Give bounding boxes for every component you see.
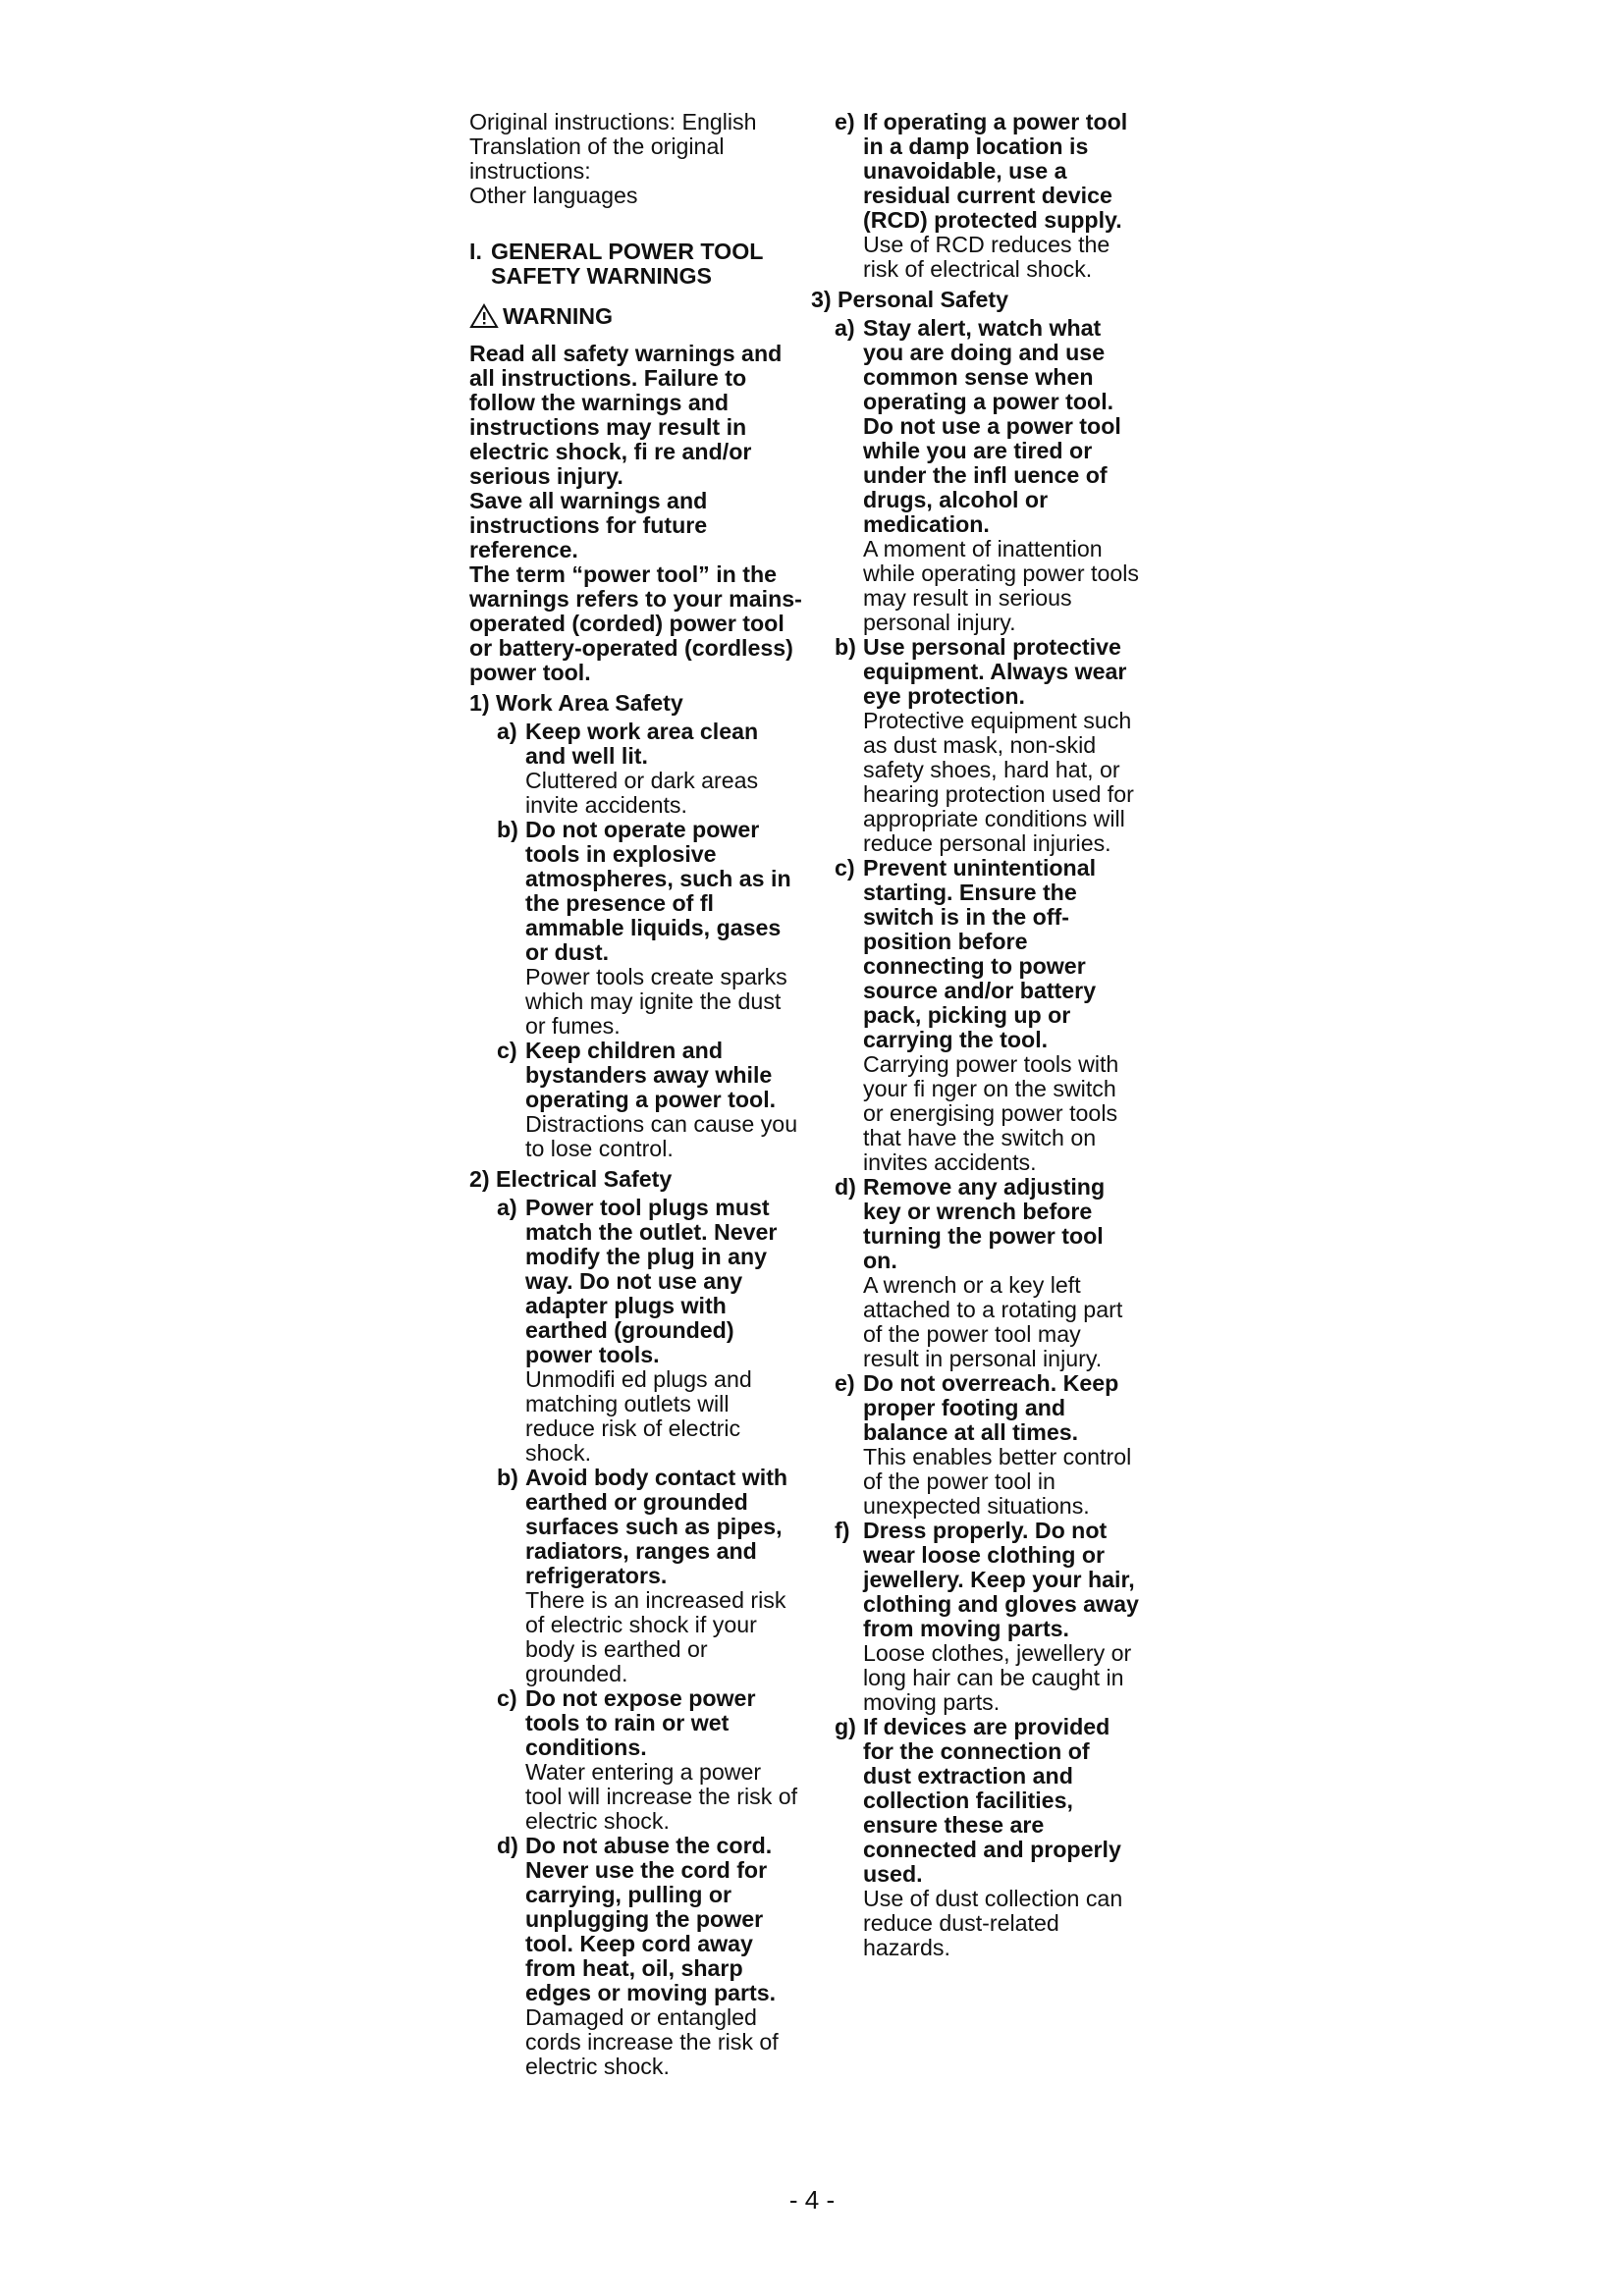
original-instructions-label: Original instructions: English <box>469 109 757 134</box>
item-heading: Avoid body contact with earthed or grounded surfaces such as pipes, radiators, ranges and refrigerators. <box>525 1465 788 1588</box>
list-item <box>497 720 803 818</box>
page-number: - 4 - <box>788 2185 836 2215</box>
item-text: Carrying power tools with your fi nger on the switch or energising power tools that have the switch on invites accidents. <box>863 1051 1119 1175</box>
item-text: Use of RCD reduces the risk of electrical shock. <box>863 232 1110 282</box>
list-item <box>835 1715 1139 1960</box>
warning-triangle-icon <box>469 303 499 329</box>
item-text: Power tools create sparks which may ignite the dust or fumes. <box>525 964 787 1039</box>
item-label: d) <box>835 1174 856 1200</box>
list-item <box>835 316 1139 635</box>
item-text: Loose clothes, jewellery or long hair can be caught in moving parts. <box>863 1640 1132 1715</box>
list-item <box>497 1834 803 2079</box>
item-text: Distractions can cause you to lose control. <box>525 1111 798 1161</box>
list-item <box>835 635 1139 856</box>
item-text: Cluttered or dark areas invite accidents. <box>525 768 759 818</box>
general-warnings <box>469 342 803 685</box>
item-text: There is an increased risk of electric shock if your body is earthed or grounded. <box>525 1587 786 1686</box>
item-heading: Keep children and bystanders away while operating a power tool. <box>525 1038 777 1112</box>
list-item <box>497 1466 803 1686</box>
section-title: GENERAL POWER TOOL SAFETY WARNINGS <box>491 239 763 289</box>
work-area-safety-title: 1) Work Area Safety <box>469 690 683 716</box>
item-text: Protective equipment such as dust mask, non-skid safety shoes, hard hat, or hearing protection used for appropriate conditions will reduce personal injuries. <box>863 708 1134 856</box>
item-heading: Prevent unintentional starting. Ensure the switch is in the off-position before connecting to power source and/or battery pack, picking up or carrying the tool. <box>863 855 1097 1052</box>
item-label: c) <box>497 1038 517 1063</box>
item-text: A moment of inattention while operating power tools may result in serious personal injury. <box>863 536 1139 635</box>
electrical-items-continued <box>835 110 1139 282</box>
list-item <box>835 1175 1139 1371</box>
item-text: Use of dust collection can reduce dust-related hazards. <box>863 1886 1123 1960</box>
item-label: a) <box>497 719 517 744</box>
left-column <box>469 110 803 2079</box>
list-item <box>835 856 1139 1175</box>
item-label: c) <box>835 855 855 881</box>
item-label: c) <box>497 1685 517 1711</box>
item-text: A wrench or a key left attached to a rotating part of the power tool may result in personal injury. <box>863 1272 1123 1371</box>
item-label: f) <box>835 1518 850 1543</box>
other-languages-label: Other languages <box>469 183 638 208</box>
item-text: Water entering a power tool will increase the risk of electric shock. <box>525 1759 798 1834</box>
item-heading: Keep work area clean and well lit. <box>525 719 759 769</box>
list-item <box>497 1196 803 1466</box>
personal-safety-title: 3) Personal Safety <box>811 287 1009 312</box>
general-warning-2: Save all warnings and instructions for future reference. <box>469 488 708 562</box>
item-label: e) <box>835 109 855 134</box>
warning-heading <box>469 303 803 329</box>
list-item <box>497 1039 803 1161</box>
item-heading: Remove any adjusting key or wrench before turning the power tool on. <box>863 1174 1106 1273</box>
item-label: b) <box>497 1465 518 1490</box>
item-label: a) <box>497 1195 517 1220</box>
list-item <box>835 110 1139 282</box>
list-item <box>835 1371 1139 1519</box>
item-heading: Dress properly. Do not wear loose clothing or jewellery. Keep your hair, clothing and gloves away from moving parts. <box>863 1518 1139 1641</box>
right-column <box>811 110 1139 1960</box>
list-item <box>835 1519 1139 1715</box>
translation-label: Translation of the original instructions: <box>469 133 725 184</box>
list-item <box>497 818 803 1039</box>
list-item <box>497 1686 803 1834</box>
item-text: This enables better control of the power tool in unexpected situations. <box>863 1444 1132 1519</box>
item-heading: Power tool plugs must match the outlet. Never modify the plug in any way. Do not use any adapter plugs with earthed (grounded) power tools. <box>525 1195 778 1367</box>
electrical-safety-title: 2) Electrical Safety <box>469 1166 673 1192</box>
electrical-items <box>497 1196 803 2079</box>
item-label: g) <box>835 1714 856 1739</box>
item-label: d) <box>497 1833 518 1858</box>
intro-block <box>469 110 803 208</box>
section-number: I. <box>469 239 482 264</box>
section-heading <box>469 240 803 289</box>
warning-label: WARNING <box>503 302 614 329</box>
item-heading: Stay alert, watch what you are doing and use common sense when operating a power tool. Do not use a power tool while you are tired or under the infl uence of drugs, alcohol or medication. <box>863 315 1121 537</box>
item-heading: Do not expose power tools to rain or wet conditions. <box>525 1685 756 1760</box>
general-warning-1: Read all safety warnings and all instructions. Failure to follow the warnings and instructions may result in electric shock, fi re and/or serious injury. <box>469 341 783 489</box>
work-area-items <box>497 720 803 1161</box>
item-heading: Use personal protective equipment. Always wear eye protection. <box>863 634 1127 709</box>
item-heading: If operating a power tool in a damp location is unavoidable, use a residual current device (RCD) protected supply. <box>863 109 1128 233</box>
item-heading: Do not abuse the cord. Never use the cord for carrying, pulling or unplugging the power tool. Keep cord away from heat, oil, sharp edges or moving parts. <box>525 1833 777 2005</box>
item-label: e) <box>835 1370 855 1396</box>
general-warning-3: The term “power tool” in the warnings refers to your mains-operated (corded) power tool or battery-operated (cordless) power tool. <box>469 561 802 685</box>
item-label: b) <box>497 817 518 842</box>
item-heading: Do not overreach. Keep proper footing and balance at all times. <box>863 1370 1119 1445</box>
item-heading: Do not operate power tools in explosive atmospheres, such as in the presence of fl ammable liquids, gases or dust. <box>525 817 791 965</box>
item-text: Damaged or entangled cords increase the risk of electric shock. <box>525 2004 779 2079</box>
item-heading: If devices are provided for the connection of dust extraction and collection facilities, ensure these are connected and properly used. <box>863 1714 1121 1887</box>
item-text: Unmodifi ed plugs and matching outlets will reduce risk of electric shock. <box>525 1366 752 1466</box>
personal-items <box>835 316 1139 1960</box>
item-label: b) <box>835 634 856 660</box>
item-label: a) <box>835 315 855 341</box>
